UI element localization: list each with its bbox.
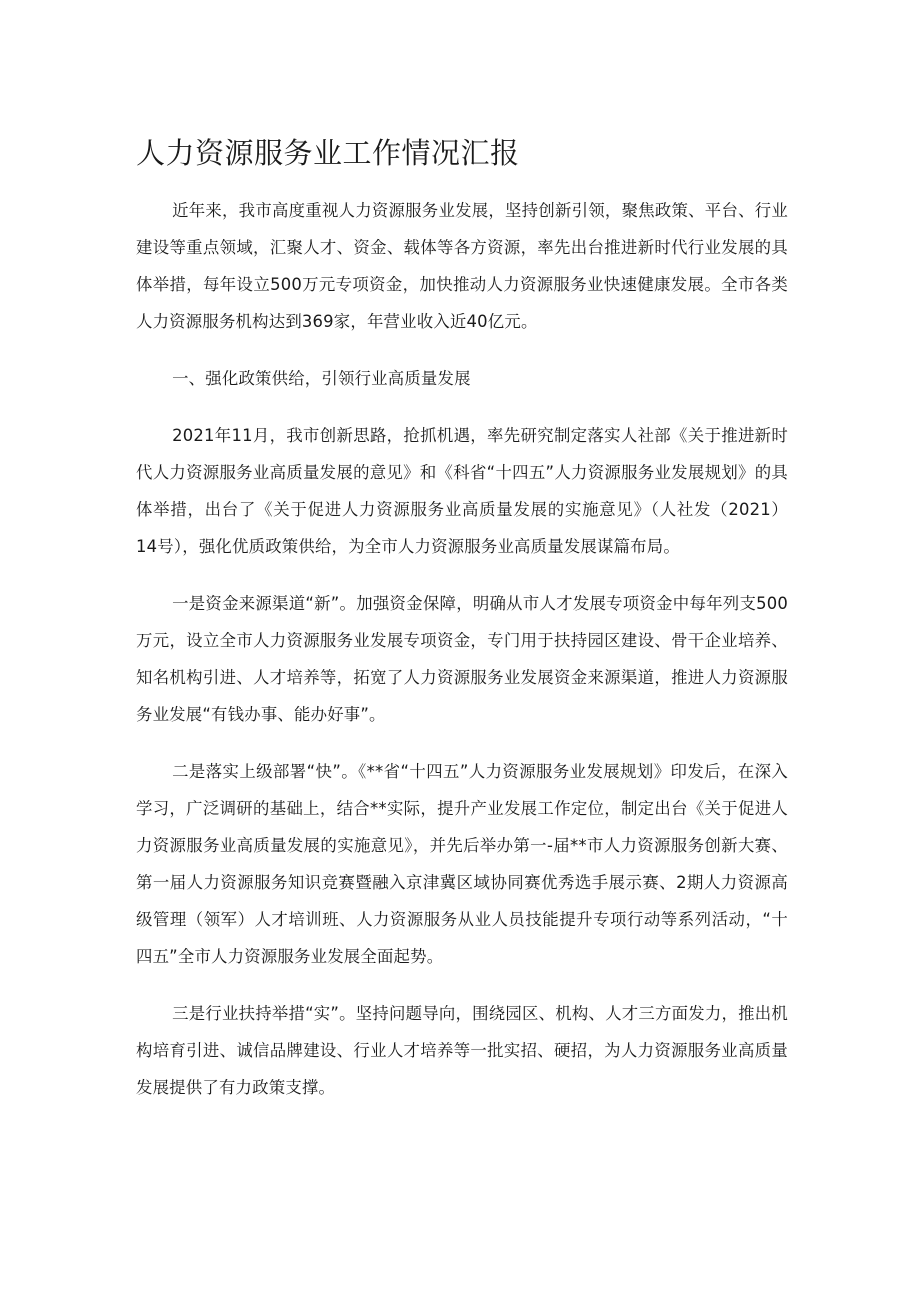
implementation-speed-paragraph: 二是落实上级部署“快”。《**省“十四五”人力资源服务业发展规划》印发后，在深入学习，广泛调研的基础上，结合**实际，提升产业发展工作定位，制定出台《关于促进人力资源服务业高质量发展的实施意见》，并先后举办第一-届**市人力资源服务创新大赛、第一届人力资源服务知识竞赛暨融入京津冀区域协同赛优秀选手展示赛、2期人力资源高级管理（领军）人才培训班、人力资源服务从业人员技能提升专项行动等系列活动，“十四五”全市人力资源服务业发展全面起势。: [136, 762, 788, 966]
industry-support-paragraph: 三是行业扶持举措“实”。坚持问题导向，围绕园区、机构、人才三方面发力，推出机构培育引进、诚信品牌建设、行业人才培养等一批实招、硬招，为人力资源服务业高质量发展提供了有力政策支撑。: [136, 1004, 788, 1097]
section-heading-policy: 一、强化政策供给，引领行业高质量发展: [172, 369, 471, 388]
funding-source-paragraph: 一是资金来源渠道“新”。加强资金保障，明确从市人才发展专项资金中每年列支500万元，设立全市人力资源服务业发展专项资金，专门用于扶持园区建设、骨干企业培养、知名机构引进、人才培养等，拓宽了人力资源服务业发展资金来源渠道，推进人力资源服务业发展“有钱办事、能办好事”。: [136, 594, 788, 724]
document-title: 人力资源服务业工作情况汇报: [136, 136, 520, 170]
document-body: [136, 192, 788, 1106]
policy-issue-paragraph: 2021年11月，我市创新思路，抢抓机遇，率先研究制定落实人社部《关于推进新时代人力资源服务业高质量发展的意见》和《科省“十四五”人力资源服务业发展规划》的具体举措，出台了《关于促进人力资源服务业高质量发展的实施意见》（人社发（2021）14号），强化优质政策供给，为全市人力资源服务业高质量发展谋篇布局。: [136, 426, 788, 556]
intro-paragraph: 近年来，我市高度重视人力资源服务业发展，坚持创新引领，聚焦政策、平台、行业建设等重点领域，汇聚人才、资金、载体等各方资源，率先出台推进新时代行业发展的具体举措，每年设立500万元专项资金，加快推动人力资源服务业快速健康发展。全市各类人力资源服务机构达到369家，年营业收入近40亿元。: [136, 201, 788, 331]
